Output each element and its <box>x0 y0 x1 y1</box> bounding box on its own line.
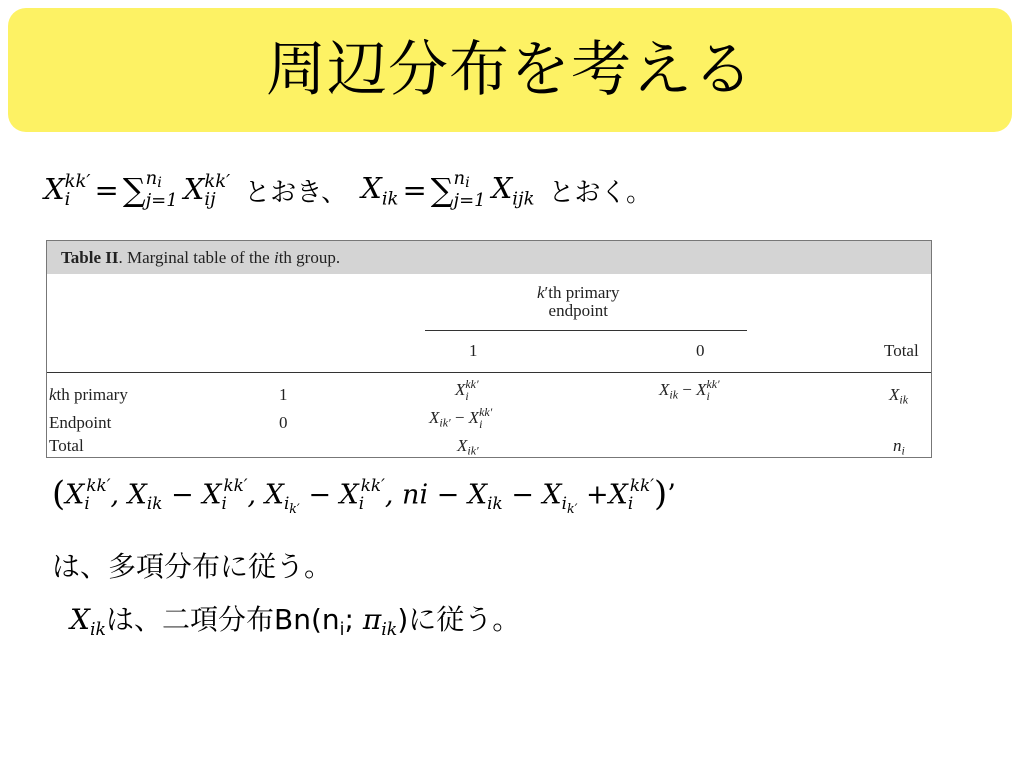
column-header-0: 0 <box>696 341 705 360</box>
row-value-1: 1 <box>279 385 288 404</box>
header-rule <box>47 372 931 373</box>
table-caption: Table II. Marginal table of the ith group. <box>47 241 931 274</box>
title-banner <box>8 8 1012 132</box>
statement-multinomial: は、多項分布に従う。 <box>52 550 333 583</box>
formula-x-i-kk: X kk′ i <box>44 170 91 210</box>
cell-n-i: $n_i$ <box>893 436 905 458</box>
cell-xik-prime-minus-x-i-kk: $X_{ik'} - X$ kk′ i <box>429 405 493 431</box>
column-header-total: Total <box>884 341 919 360</box>
definition-formulas: X kk′ i = ∑ ni j=1 X kk′ ij とおき、 $X_{ik}$ = ∑ ni j=1 $X_{ijk}$ とおく。 <box>44 167 652 212</box>
column-group-rule <box>425 330 747 331</box>
definition-text-2: とおく。 <box>548 177 652 208</box>
statement-binomial: $X_{ik}$は、二項分布$Bn(n_i$; $\pi_{ik}$)に従う。 <box>70 603 521 641</box>
row-value-0: 0 <box>279 413 288 432</box>
marginal-table <box>46 240 932 458</box>
cell-xik-minus-x-i-kk: $X_{ik} - X$ kk′ i <box>659 377 720 403</box>
multinomial-vector: ($X_i^{kk'}$, $X_{ik} - X_i^{kk'}$, $X_{i_{k'}} - X_i^{kk'}$, ni − $X_{ik} - X_{i_{k'}} +X_i^{kk'}$)’ <box>52 474 676 516</box>
row-label-endpoint: Endpoint <box>49 413 112 432</box>
row-label-kth-primary: kth primary <box>49 385 128 404</box>
cell-xik-total: $X_{ik}$ <box>889 385 908 407</box>
row-label-total: Total <box>49 436 84 455</box>
slide-title: 周辺分布を考える <box>266 35 754 105</box>
cell-x-i-kk: X kk′ i <box>455 377 479 403</box>
column-header-1: 1 <box>469 341 478 360</box>
column-group-header: k′th primary endpoint <box>537 283 620 320</box>
formula-x-ik: $X_{ik}$ <box>361 170 399 210</box>
cell-xik-prime-total: $X_{ik'}$ <box>457 436 479 458</box>
definition-text-1: とおき、 <box>244 177 348 208</box>
